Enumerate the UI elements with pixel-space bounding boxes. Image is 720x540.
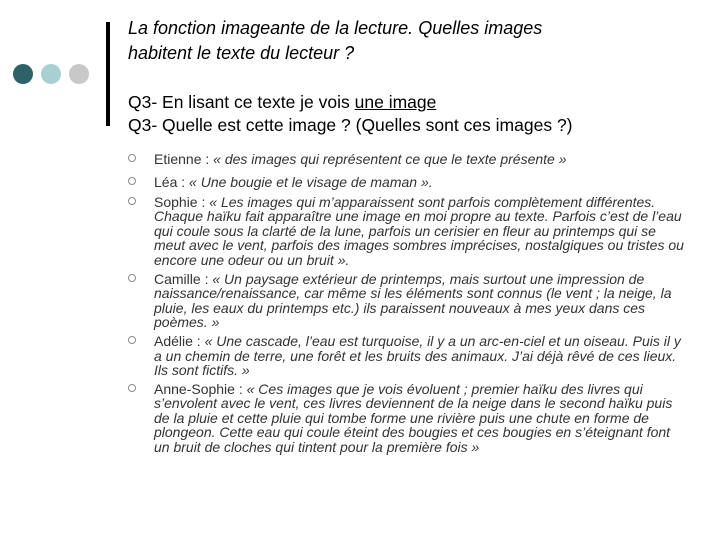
answer-separator: : — [200, 270, 213, 287]
bullet-icon — [128, 336, 136, 344]
answer-text: « Une bougie et le visage de maman ». — [189, 173, 433, 190]
answer-list — [128, 152, 688, 455]
answer-separator: : — [192, 332, 205, 349]
answer-text: « Les images qui m’apparaissent sont parfois complètement différentes. Chaque haïku fait apparaître une image en moi propre au texte. Parfois c’est de l’eau qui coule sous la clarté de la lune, parfois un cerisier en fleur au printemps qui se meut avec le vent, parfois des images sombres imprécises, nostalgiques ou tristes ou encore une odeur ou un bruit ». — [154, 193, 684, 268]
bullet-icon — [128, 197, 136, 205]
slide-title-line-2: habitent le texte du lecteur ? — [128, 43, 355, 63]
bullet-icon — [128, 384, 136, 392]
answer-item-lea — [128, 175, 688, 190]
bullet-icon — [128, 177, 136, 185]
answer-text: « Ces images que je vois évoluent ; premier haïku des livres qui s’envolent avec le vent, ces livres deviennent de la neige dans le second haïku puis de la pluie et cette pluie qui tombe forme une rivière puis une chute en forme de plongeon. Cette eau qui coule éteint des bougies et ces bougies en s’éteignant font un bruit de cloches qui tintent pour la première fois » — [154, 380, 673, 456]
answer-item-adelie — [128, 334, 688, 378]
answer-text: « Un paysage extérieur de printemps, mais surtout une impression de naissance/renaissance, car même si les éléments sont connus (le vent ; la neige, la pluie, les eaux du printemps etc.) ils paraissent nouveaux à mes yeux dans ces poèmes. » — [154, 270, 672, 331]
answer-item-anne-sophie — [128, 382, 688, 455]
question-1 — [128, 91, 708, 113]
answer-separator: : — [234, 380, 247, 397]
question-1-prefix: Q3- En lisant ce texte je vois — [128, 92, 355, 112]
dot-gray — [69, 64, 89, 84]
vertical-divider — [106, 22, 110, 126]
answer-text: « des images qui représentent ce que le texte présente » — [213, 151, 567, 167]
question-2: Q3- Quelle est cette image ? (Quelles sont ces images ?) — [128, 115, 573, 135]
answer-name: Sophie — [154, 193, 198, 210]
dot-teal — [41, 64, 61, 84]
slide-title-line-1: La fonction imageante de la lecture. Quelles images — [128, 18, 543, 38]
answer-separator: : — [177, 173, 190, 190]
answer-item-camille — [128, 272, 688, 330]
dot-dark — [13, 64, 33, 84]
answer-name: Adélie — [154, 332, 193, 349]
answer-item-sophie — [128, 195, 688, 268]
answer-name: Anne-Sophie — [154, 380, 235, 397]
answer-item-etienne — [128, 152, 688, 167]
answer-separator: : — [201, 151, 214, 167]
answer-name: Etienne — [154, 151, 202, 167]
bullet-icon — [128, 274, 136, 282]
answer-name: Camille — [154, 270, 201, 287]
question-1-underlined: une image — [354, 92, 437, 112]
bullet-icon — [128, 154, 136, 162]
answer-separator: : — [197, 193, 210, 210]
answer-text: « Une cascade, l’eau est turquoise, il y a un arc-en-ciel et un oiseau. Puis il y a un chemin de terre, une forêt et les bruits des animaux. J’ai déjà rêvé de ces lieux. Ils sont fictifs. » — [154, 332, 681, 379]
slide-title — [128, 16, 688, 66]
answer-name: Léa — [154, 173, 178, 190]
